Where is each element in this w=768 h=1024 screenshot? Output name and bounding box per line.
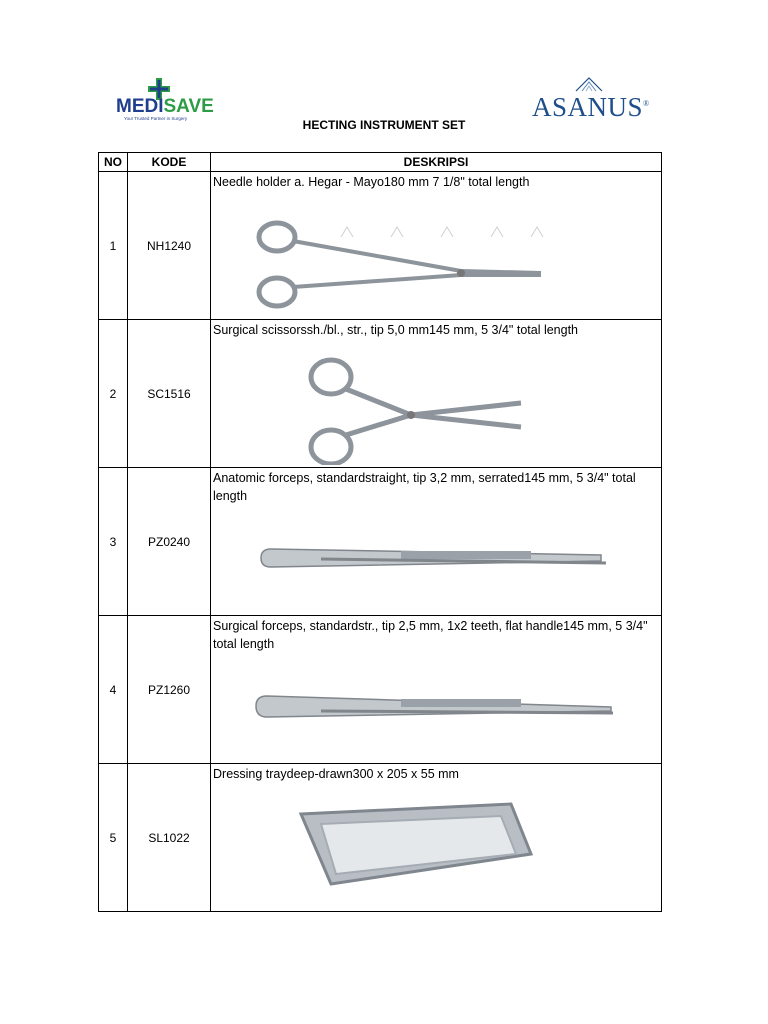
row-code: SL1022 [128,764,211,912]
document-title: HECTING INSTRUMENT SET [302,118,466,132]
row-description-cell [211,764,662,912]
row-description-cell [211,172,662,320]
row-description: Needle holder a. Hegar - Mayo180 mm 7 1/8" total length [213,175,530,189]
medisave-medi: MEDI [116,96,164,117]
asanus-peak-icon [574,76,604,92]
asanus-logo [530,76,650,124]
header-no: NO [99,153,128,172]
row-description: Anatomic forceps, standardstraight, tip 3,2 mm, serrated145 mm, 5 3/4" total length [213,471,636,503]
table-row [99,320,662,468]
row-number: 1 [99,172,128,320]
row-description: Dressing traydeep-drawn300 x 205 x 55 mm [213,767,459,781]
medisave-wordmark [116,96,214,118]
row-description-cell [211,616,662,764]
row-description-cell [211,320,662,468]
needle-holder-image [211,207,661,317]
header-description: DESKRIPSI [211,153,662,172]
table-row [99,616,662,764]
row-code: NH1240 [128,172,211,320]
scissors-image [211,355,661,465]
row-description: Surgical scissorssh./bl., str., tip 5,0 mm145 mm, 5 3/4" total length [213,323,579,337]
row-number: 5 [99,764,128,912]
header-code: KODE [128,153,211,172]
row-number: 3 [99,468,128,616]
anatomic-forceps-image [211,503,661,613]
row-number: 4 [99,616,128,764]
row-code: SC1516 [128,320,211,468]
table-row [99,468,662,616]
table-row [99,172,662,320]
row-code: PZ1260 [128,616,211,764]
table-row [99,764,662,912]
instrument-table [98,152,662,912]
registered-mark: ® [643,99,650,108]
row-description-cell [211,468,662,616]
asanus-word: ASANUS [532,92,644,122]
row-description: Surgical forceps, standardstr., tip 2,5 mm, 1x2 teeth, flat handle145 mm, 5 3/4" total length [213,619,648,651]
medisave-tagline: Your Trusted Partner in Surgery [124,116,188,121]
table-header-row [99,153,662,172]
medisave-save: SAVE [163,96,214,117]
surgical-forceps-image [211,651,661,761]
row-code: PZ0240 [128,468,211,616]
row-number: 2 [99,320,128,468]
dressing-tray-image [211,799,661,909]
